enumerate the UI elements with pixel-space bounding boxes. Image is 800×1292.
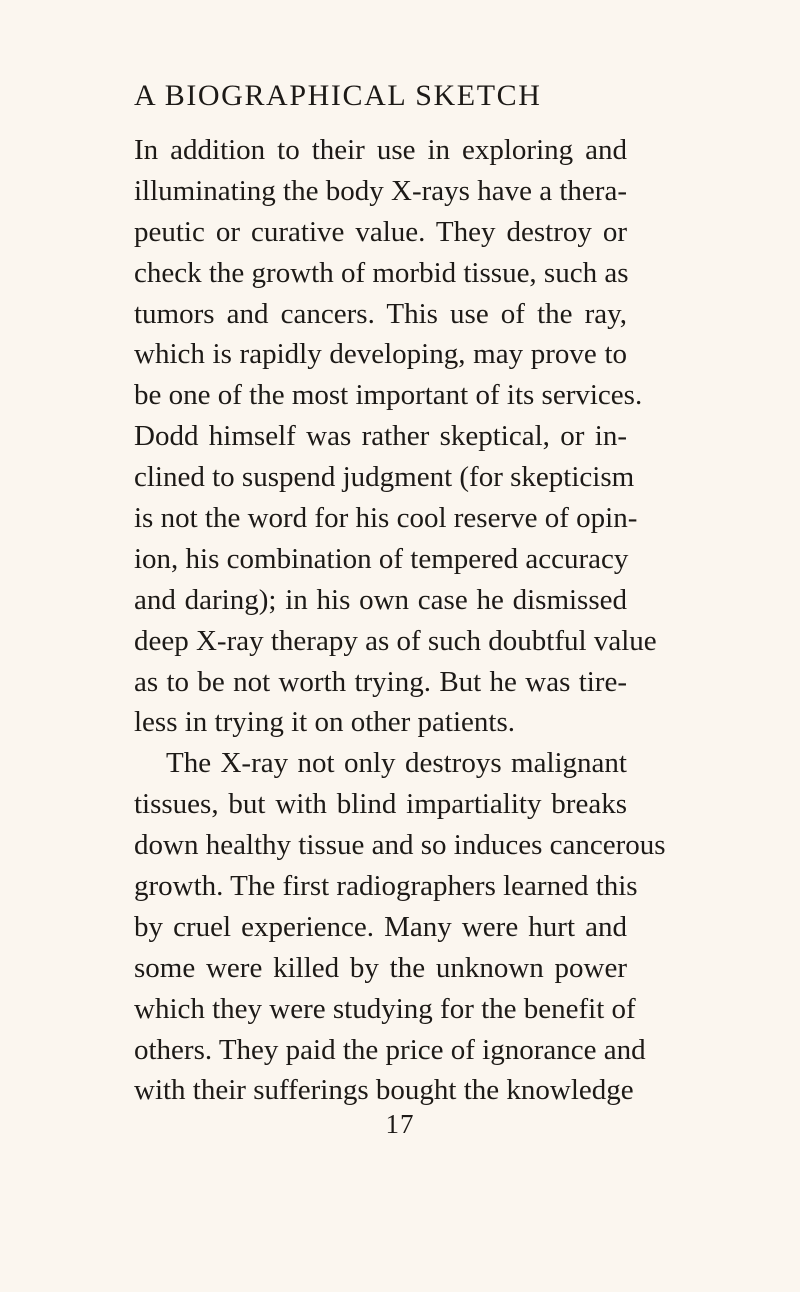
- text-line: In addition to their use in exploring and: [134, 134, 627, 166]
- text-line: illuminating the body X-rays have a thera-: [134, 174, 627, 207]
- text-line: down healthy tissue and so induces cancerous: [134, 829, 666, 862]
- running-head: A BIOGRAPHICAL SKETCH: [134, 79, 542, 112]
- text-line: check the growth of morbid tissue, such as: [134, 256, 629, 289]
- text-line: is not the word for his cool reserve of opin-: [134, 502, 638, 535]
- text-line: which they were studying for the benefit of: [134, 992, 636, 1025]
- text-line: which is rapidly developing, may prove to: [134, 338, 627, 371]
- text-line: with their sufferings bought the knowledge: [134, 1074, 634, 1107]
- text-line: tissues, but with blind impartiality breaks: [134, 788, 627, 821]
- text-line: tumors and cancers. This use of the ray,: [134, 297, 627, 330]
- text-line: Dodd himself was rather skeptical, or in-: [134, 420, 627, 453]
- text-line: growth. The first radiographers learned this: [134, 870, 638, 903]
- text-line: peutic or curative value. They destroy or: [134, 215, 627, 248]
- text-line: some were killed by the unknown power: [134, 951, 627, 984]
- body-text: [134, 130, 666, 1111]
- text-line: clined to suspend judgment (for skepticism: [134, 461, 635, 494]
- text-line: ion, his combination of tempered accuracy: [134, 542, 629, 575]
- text-line: others. They paid the price of ignorance and: [134, 1033, 646, 1066]
- paragraph-end-line: less in trying it on other patients.: [134, 706, 515, 739]
- text-line: by cruel experience. Many were hurt and: [134, 910, 627, 943]
- text-line: deep X-ray therapy as of such doubtful value: [134, 624, 657, 657]
- page-number: 17: [385, 1109, 415, 1139]
- text-line: and daring); in his own case he dismissed: [134, 583, 627, 616]
- text-line: be one of the most important of its services.: [134, 379, 643, 412]
- text-line: as to be not worth trying. But he was tire-: [134, 665, 627, 698]
- paragraph-start-line: The X-ray not only destroys malignant: [166, 747, 627, 780]
